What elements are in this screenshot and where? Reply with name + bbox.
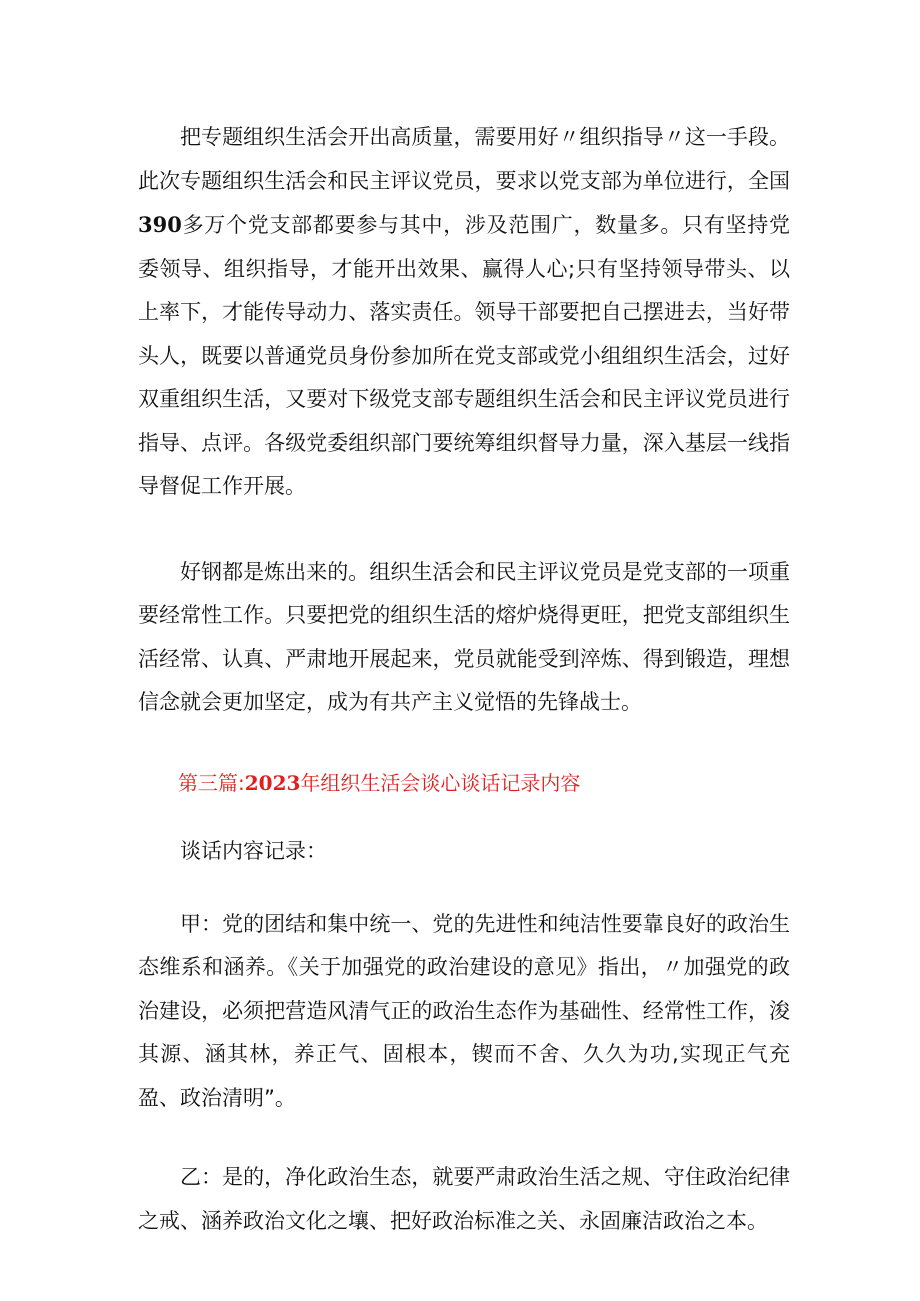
document-body [138,116,790,1243]
paragraph-spacer [138,725,790,767]
heading-title: 年组织生活会谈心谈话记录内容 [300,770,581,795]
paragraph-spacer [138,799,790,835]
record-label: 谈话内容记录： [180,838,327,863]
heading-year: 2023 [244,770,301,795]
section-heading [138,767,790,799]
paragraph-organizational-guidance [138,116,790,509]
paragraph-spacer [138,867,790,903]
dialogue-speaker-jia: 甲：党的团结和集中统一、党的先进性和纯洁性要靠良好的政治生态维系和涵养。《关于加强党的政治建设的意见》指出，〃加强党的政治建设，必须把营造风清气正的政治生态作为基础性、经常性工作，浚其源、涵其林，养正气、固根本，锲而不舍、久久为功,实现正气充盈、政治清明”。 [138,911,790,1110]
paragraph-spacer [138,1120,790,1156]
party-branch-count: 390 [138,212,182,237]
paragraph-text: 把专题组织生活会开出高质量，需要用好〃组织指导〃这一手段。此次专题组织生活会和民主评议党员，要求以党支部为单位进行，全国 [138,125,790,193]
paragraph-text: 多万个党支部都要参与其中，涉及范围广，数量多。只有坚持党委领导、组织指导，才能开出效果、赢得人心;只有坚持领导带头、以上率下，才能传导动力、落实责任。领导干部要把自己摆进去，当好带头人，既要以普通党员身份参加所在党支部或党小组组织生活会，过好双重组织生活，又要对下级党支部专题组织生活会和民主评议党员进行指导、点评。各级党委组织部门要统筹组织督导力量，深入基层一线指导督促工作开展。 [138,213,790,498]
dialogue-speaker-yi: 乙：是的，净化政治生态，就要严肃政治生活之规、守住政治纪律之戒、涵养政治文化之壤、把好政治标准之关、永固廉洁政治之本。 [138,1165,790,1233]
heading-prefix: 第三篇: [178,770,245,795]
paragraph-good-steel: 好钢都是炼出来的。组织生活会和民主评议党员是党支部的一项重要经常性工作。只要把党的组织生活的熔炉烧得更旺，把党支部组织生活经常、认真、严肃地开展起来，党员就能受到淬炼、得到锻造，理想信念就会更加坚定，成为有共产主义觉悟的先锋战士。 [138,559,790,714]
paragraph-spacer [138,509,790,551]
